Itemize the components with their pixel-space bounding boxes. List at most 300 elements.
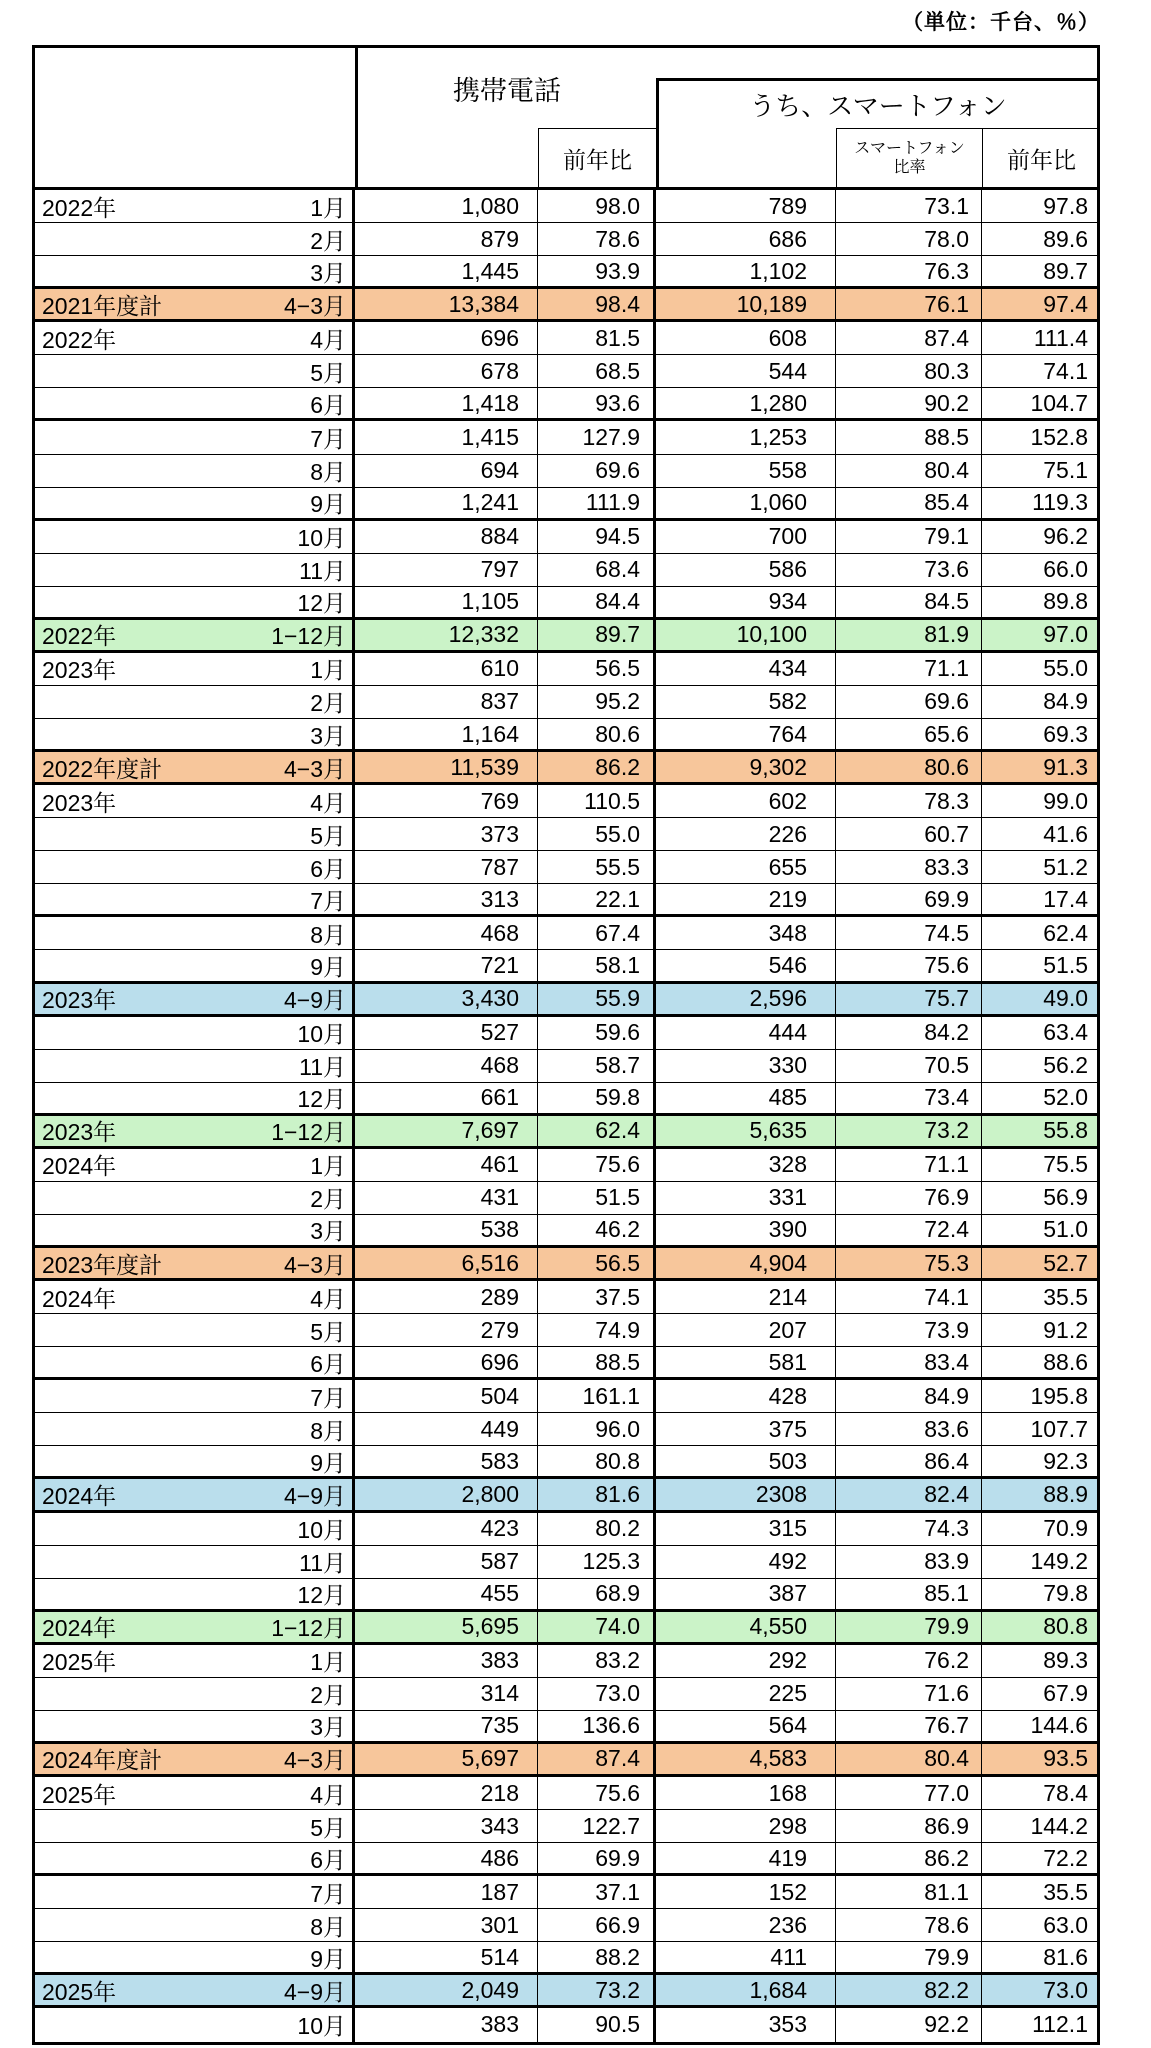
mobile-yoy-cell: 69.9 [538,1843,656,1873]
mobile-total-cell: 797 [355,554,538,586]
row-month-label: 12月 [297,590,346,617]
row-month-label: 2月 [310,227,346,254]
smartphone-yoy-cell: 80.8 [1043,1613,1088,1640]
table-total-row [35,1479,1097,1512]
row-year-label: 2023年度計 [42,1251,163,1278]
table-row [35,388,1097,421]
smartphone-ratio-cell: 79.1 [836,521,982,553]
table-row [35,190,1097,223]
period-cell [35,1248,355,1278]
smartphone-ratio-cell: 84.2 [836,1017,982,1049]
mobile-yoy-cell: 81.5 [538,322,656,354]
row-month-label: 8月 [310,459,346,486]
mobile-yoy-cell: 67.4 [538,917,656,949]
smartphone-yoy-cell: 63.0 [1043,1911,1088,1938]
smartphone-ratio-cell: 73.1 [836,190,982,222]
smartphone-yoy-cell: 93.5 [1043,1745,1088,1772]
smartphone-ratio-cell: 83.6 [836,1413,982,1445]
period-cell [35,1281,355,1313]
unit-note: （単位：千台、％） [902,11,1100,34]
smartphone-yoy-cell: 88.9 [1043,1480,1088,1507]
mobile-total-cell: 218 [355,1777,538,1809]
smartphone-total-cell: 292 [656,1645,836,1677]
smartphone-yoy-cell: 152.8 [1030,423,1088,450]
smartphone-yoy-cell: 35.5 [1043,1283,1088,1310]
smartphone-ratio-cell: 80.4 [836,455,982,487]
mobile-total-cell: 7,697 [355,1116,538,1146]
smartphone-total-cell: 764 [656,719,836,749]
smartphone-total-cell: 586 [656,554,836,586]
smartphone-ratio-cell: 85.4 [836,488,982,518]
smartphone-yoy-cell: 89.8 [1043,588,1088,615]
smartphone-ratio-cell: 78.3 [836,785,982,817]
smartphone-ratio-cell: 83.9 [836,1546,982,1578]
row-month-label: 3月 [310,1218,346,1245]
mobile-yoy-cell: 68.5 [538,355,656,387]
mobile-total-cell: 879 [355,223,538,255]
row-month-label: 9月 [310,1945,346,1972]
smartphone-ratio-cell: 74.3 [836,1513,982,1545]
smartphone-total-cell: 608 [656,322,836,354]
smartphone-total-cell: 4,550 [656,1612,836,1642]
row-month-label: 1−12月 [271,1119,346,1146]
smartphone-yoy-cell: 51.0 [1043,1216,1088,1243]
smartphone-ratio-header-line1: スマートフォン [854,140,965,157]
period-cell [35,752,355,782]
mobile-yoy-cell: 37.5 [538,1281,656,1313]
table-row [35,1513,1097,1546]
mobile-yoy-cell: 55.0 [538,818,656,850]
table-row [35,1446,1097,1479]
smartphone-ratio-cell: 86.9 [836,1810,982,1842]
smartphone-yoy-cell: 56.2 [1043,1052,1088,1079]
period-cell [35,1711,355,1741]
smartphone-yoy-cell: 75.1 [1043,457,1088,484]
mobile-yoy-cell: 111.9 [538,488,656,518]
table-row [35,818,1097,851]
row-month-label: 12月 [297,1086,346,1113]
row-month-label: 6月 [310,1846,346,1873]
table-row [35,521,1097,554]
period-cell [35,1116,355,1146]
smartphone-yoy-cell: 72.2 [1043,1844,1088,1871]
smartphone-ratio-cell: 76.3 [836,256,982,286]
table-total-row [35,289,1097,322]
smartphone-ratio-cell: 79.9 [836,1612,982,1642]
table-total-row [35,1975,1097,2008]
mobile-yoy-cell: 74.0 [538,1612,656,1642]
smartphone-ratio-cell: 72.4 [836,1215,982,1245]
mobile-yoy-cell: 96.0 [538,1413,656,1445]
smartphone-ratio-cell: 92.2 [836,2008,982,2041]
mobile-yoy-cell: 59.6 [538,1017,656,1049]
mobile-total-cell: 514 [355,1942,538,1972]
table-total-row [35,984,1097,1017]
row-year-label: 2025年 [42,1649,117,1676]
table-row [35,1843,1097,1876]
row-month-label: 3月 [310,259,346,286]
period-cell [35,223,355,255]
smartphone-yoy-cell: 149.2 [1030,1548,1088,1575]
mobile-total-cell: 423 [355,1513,538,1545]
period-cell [35,1017,355,1049]
mobile-yoy-cell: 55.9 [538,984,656,1014]
smartphone-total-cell: 544 [656,355,836,387]
mobile-total-cell: 6,516 [355,1248,538,1278]
smartphone-total-cell: 214 [656,1281,836,1313]
row-year-label: 2023年 [42,789,117,816]
row-year-label: 2024年 [42,1615,117,1642]
period-cell [35,1446,355,1476]
row-month-label: 10月 [297,1021,346,1048]
smartphone-yoy-cell: 89.3 [1043,1647,1088,1674]
period-cell [35,554,355,586]
period-cell [35,1843,355,1873]
mobile-total-cell: 1,080 [355,190,538,222]
period-cell [35,1513,355,1545]
smartphone-yoy-cell: 55.8 [1043,1117,1088,1144]
table-row [35,1314,1097,1347]
table-row [35,1017,1097,1050]
smartphone-total-cell: 411 [656,1942,836,1972]
period-cell [35,686,355,718]
smartphone-ratio-cell: 76.1 [836,289,982,319]
row-year-label: 2021年度計 [42,292,163,319]
table-row [35,256,1097,289]
period-cell [35,1579,355,1609]
row-month-label: 10月 [297,1517,346,1544]
mobile-yoy-cell: 86.2 [538,752,656,782]
table-total-row [35,620,1097,653]
period-cell [35,256,355,286]
period-cell [35,1909,355,1941]
smartphone-ratio-cell: 83.3 [836,851,982,883]
smartphone-yoy-cell: 52.7 [1043,1249,1088,1276]
smartphone-total-cell: 434 [656,653,836,685]
mobile-total-cell: 455 [355,1579,538,1609]
smartphone-total-cell: 331 [656,1182,836,1214]
table-row [35,1182,1097,1215]
smartphone-ratio-cell: 84.9 [836,1380,982,1412]
table-total-row [35,1744,1097,1777]
period-cell [35,1777,355,1809]
period-cell [35,1347,355,1377]
mobile-yoy-cell: 46.2 [538,1215,656,1245]
row-month-label: 4月 [310,1285,346,1312]
mobile-yoy-cell: 83.2 [538,1645,656,1677]
table-total-row [35,1248,1097,1281]
table-row [35,455,1097,488]
smartphone-yoy-cell: 70.9 [1043,1515,1088,1542]
mobile-yoy-cell: 68.9 [538,1579,656,1609]
period-cell [35,355,355,387]
smartphone-total-cell: 10,189 [656,289,836,319]
mobile-yoy-cell: 136.6 [538,1711,656,1741]
mobile-yoy-cell: 94.5 [538,521,656,553]
mobile-yoy-cell: 58.7 [538,1050,656,1082]
table-row [35,1149,1097,1182]
row-month-label: 1月 [310,194,346,221]
mobile-yoy-cell: 75.6 [538,1149,656,1181]
mobile-total-cell: 449 [355,1413,538,1445]
smartphone-yoy-cell: 111.4 [1033,324,1088,351]
period-cell [35,1645,355,1677]
smartphone-total-cell: 152 [656,1876,836,1908]
smartphone-total-cell: 2308 [656,1479,836,1509]
period-cell [35,322,355,354]
smartphone-yoy-cell: 41.6 [1043,820,1088,847]
mobile-yoy-header: 前年比 [538,128,656,187]
row-year-label: 2024年 [42,1153,117,1180]
row-year-label: 2023年 [42,657,117,684]
smartphone-yoy-cell: 81.6 [1043,1943,1088,1970]
row-month-label: 3月 [310,1714,346,1741]
mobile-total-cell: 461 [355,1149,538,1181]
smartphone-total-cell: 330 [656,1050,836,1082]
table-row [35,1281,1097,1314]
smartphone-ratio-cell: 71.1 [836,653,982,685]
smartphone-ratio-cell: 65.6 [836,719,982,749]
smartphone-ratio-cell: 75.6 [836,950,982,980]
smartphone-total-cell: 9,302 [656,752,836,782]
smartphone-total-cell: 4,904 [656,1248,836,1278]
period-cell [35,455,355,487]
period-cell [35,388,355,418]
table-row [35,1645,1097,1678]
smartphone-total-cell: 2,596 [656,984,836,1014]
mobile-yoy-cell: 73.2 [538,1975,656,2005]
smartphone-total-cell: 236 [656,1909,836,1941]
smartphone-total-cell: 1,253 [656,421,836,453]
row-month-label: 4−3月 [283,755,346,782]
table-row [35,950,1097,983]
mobile-total-cell: 696 [355,1347,538,1377]
mobile-total-cell: 1,418 [355,388,538,418]
smartphone-ratio-cell: 75.3 [836,1248,982,1278]
smartphone-total-cell: 328 [656,1149,836,1181]
period-cell [35,1149,355,1181]
mobile-total-cell: 504 [355,1380,538,1412]
mobile-phone-header: 携帯電話 [453,75,561,106]
smartphone-ratio-cell: 78.6 [836,1909,982,1941]
smartphone-yoy-cell: 91.3 [1043,753,1088,780]
period-cell [35,1050,355,1082]
smartphone-total-cell: 686 [656,223,836,255]
table-total-row [35,1612,1097,1645]
row-year-label: 2023年 [42,987,117,1014]
mobile-total-cell: 2,800 [355,1479,538,1509]
smartphone-total-cell: 348 [656,917,836,949]
table-row [35,488,1097,521]
mobile-total-cell: 2,049 [355,1975,538,2005]
smartphone-ratio-cell: 88.5 [836,421,982,453]
smartphone-yoy-cell: 78.4 [1043,1779,1088,1806]
smartphone-ratio-cell: 78.0 [836,223,982,255]
mobile-yoy-cell: 59.8 [538,1083,656,1113]
mobile-total-cell: 373 [355,818,538,850]
row-month-label: 5月 [310,1814,346,1841]
row-month-label: 1−12月 [271,1615,346,1642]
smartphone-ratio-cell: 73.4 [836,1083,982,1113]
row-month-label: 2月 [310,690,346,717]
smartphone-ratio-cell: 90.2 [836,388,982,418]
row-month-label: 7月 [310,887,346,914]
row-month-label: 4月 [310,1781,346,1808]
mobile-yoy-cell: 55.5 [538,851,656,883]
mobile-total-cell: 527 [355,1017,538,1049]
mobile-total-cell: 1,164 [355,719,538,749]
table-row [35,851,1097,884]
smartphone-total-cell: 1,280 [656,388,836,418]
mobile-total-cell: 12,332 [355,620,538,650]
smartphone-yoy-cell: 66.0 [1043,556,1088,583]
row-month-label: 1月 [310,657,346,684]
table-row [35,1083,1097,1116]
row-year-label: 2025年 [42,1978,117,2005]
smartphone-ratio-cell: 73.9 [836,1314,982,1346]
period-cell [35,719,355,749]
mobile-yoy-cell: 62.4 [538,1116,656,1146]
table-row [35,1909,1097,1942]
smartphone-yoy-cell: 73.0 [1043,1976,1088,2003]
smartphone-total-cell: 602 [656,785,836,817]
smartphone-ratio-cell: 70.5 [836,1050,982,1082]
mobile-yoy-cell: 84.4 [538,587,656,617]
smartphone-total-cell: 503 [656,1446,836,1476]
smartphone-yoy-cell: 17.4 [1043,885,1088,912]
mobile-total-cell: 587 [355,1546,538,1578]
smartphone-yoy-cell: 92.3 [1043,1447,1088,1474]
period-cell [35,1413,355,1445]
mobile-yoy-cell: 81.6 [538,1479,656,1509]
table-row [35,1777,1097,1810]
shipment-table-body [32,190,1100,2045]
smartphone-ratio-cell: 87.4 [836,322,982,354]
mobile-yoy-cell: 69.6 [538,455,656,487]
smartphone-yoy-cell: 35.5 [1043,1878,1088,1905]
smartphone-yoy-cell: 62.4 [1043,919,1088,946]
period-cell [35,884,355,914]
mobile-yoy-cell: 161.1 [538,1380,656,1412]
smartphone-yoy-cell: 97.0 [1043,621,1088,648]
table-row [35,719,1097,752]
period-cell [35,1975,355,2005]
period-cell [35,421,355,453]
mobile-yoy-cell: 78.6 [538,223,656,255]
smartphone-yoy-cell: 119.3 [1032,489,1088,516]
table-row [35,653,1097,686]
mobile-total-cell: 383 [355,2008,538,2041]
row-month-label: 3月 [310,722,346,749]
period-cell [35,1546,355,1578]
mobile-yoy-cell: 98.0 [538,190,656,222]
period-cell [35,984,355,1014]
mobile-yoy-cell: 56.5 [538,653,656,685]
row-month-label: 6月 [310,855,346,882]
smartphone-total-cell: 225 [656,1678,836,1710]
smartphone-total-cell: 219 [656,884,836,914]
smartphone-total-cell: 353 [656,2008,836,2041]
smartphone-ratio-cell: 76.2 [836,1645,982,1677]
mobile-yoy-cell: 80.6 [538,719,656,749]
mobile-yoy-cell: 88.2 [538,1942,656,1972]
smartphone-yoy-header: 前年比 [982,128,1100,187]
mobile-yoy-cell: 73.0 [538,1678,656,1710]
period-cell [35,1380,355,1412]
table-row [35,1876,1097,1909]
smartphone-yoy-cell: 79.8 [1043,1580,1088,1607]
smartphone-total-cell: 492 [656,1546,836,1578]
smartphone-total-cell: 789 [656,190,836,222]
row-month-label: 4月 [310,789,346,816]
mobile-yoy-cell: 90.5 [538,2008,656,2041]
table-row [35,686,1097,719]
table-row [35,2008,1097,2041]
smartphone-total-cell: 1,060 [656,488,836,518]
smartphone-ratio-cell: 73.2 [836,1116,982,1146]
mobile-yoy-cell: 110.5 [538,785,656,817]
smartphone-total-cell: 375 [656,1413,836,1445]
period-cell [35,289,355,319]
row-year-label: 2022年度計 [42,755,163,782]
period-cell [35,1083,355,1113]
smartphone-total-cell: 315 [656,1513,836,1545]
mobile-yoy-cell: 93.9 [538,256,656,286]
row-year-label: 2024年 [42,1285,117,1312]
row-month-label: 9月 [310,491,346,518]
smartphone-ratio-cell: 82.2 [836,1975,982,2005]
smartphone-yoy-cell: 104.7 [1030,389,1088,416]
smartphone-yoy-cell: 144.2 [1030,1812,1088,1839]
row-month-label: 1月 [310,1153,346,1180]
smartphone-total-cell: 582 [656,686,836,718]
row-month-label: 11月 [299,1550,346,1577]
smartphone-ratio-cell: 69.9 [836,884,982,914]
smartphone-total-cell: 558 [656,455,836,487]
smartphone-yoy-cell: 63.4 [1043,1019,1088,1046]
mobile-total-cell: 538 [355,1215,538,1245]
mobile-total-cell: 5,697 [355,1744,538,1774]
mobile-total-cell: 721 [355,950,538,980]
table-row [35,1380,1097,1413]
row-month-label: 4−9月 [283,987,346,1014]
smartphone-total-cell: 934 [656,587,836,617]
period-cell [35,620,355,650]
smartphone-ratio-cell: 83.4 [836,1347,982,1377]
smartphone-ratio-cell: 69.6 [836,686,982,718]
smartphone-total-cell: 564 [656,1711,836,1741]
mobile-total-cell: 187 [355,1876,538,1908]
smartphone-total-cell: 207 [656,1314,836,1346]
smartphone-total-cell: 655 [656,851,836,883]
mobile-total-cell: 583 [355,1446,538,1476]
period-cell [35,818,355,850]
mobile-yoy-cell: 37.1 [538,1876,656,1908]
mobile-yoy-cell: 93.6 [538,388,656,418]
period-cell [35,785,355,817]
mobile-yoy-cell: 68.4 [538,554,656,586]
row-month-label: 7月 [310,425,346,452]
row-month-label: 6月 [310,391,346,418]
smartphone-yoy-cell: 75.5 [1043,1151,1088,1178]
mobile-yoy-cell: 127.9 [538,421,656,453]
period-cell [35,653,355,685]
smartphone-ratio-cell: 81.1 [836,1876,982,1908]
row-month-label: 5月 [310,359,346,386]
mobile-yoy-cell: 80.2 [538,1513,656,1545]
row-month-label: 8月 [310,921,346,948]
smartphone-total-cell: 5,635 [656,1116,836,1146]
